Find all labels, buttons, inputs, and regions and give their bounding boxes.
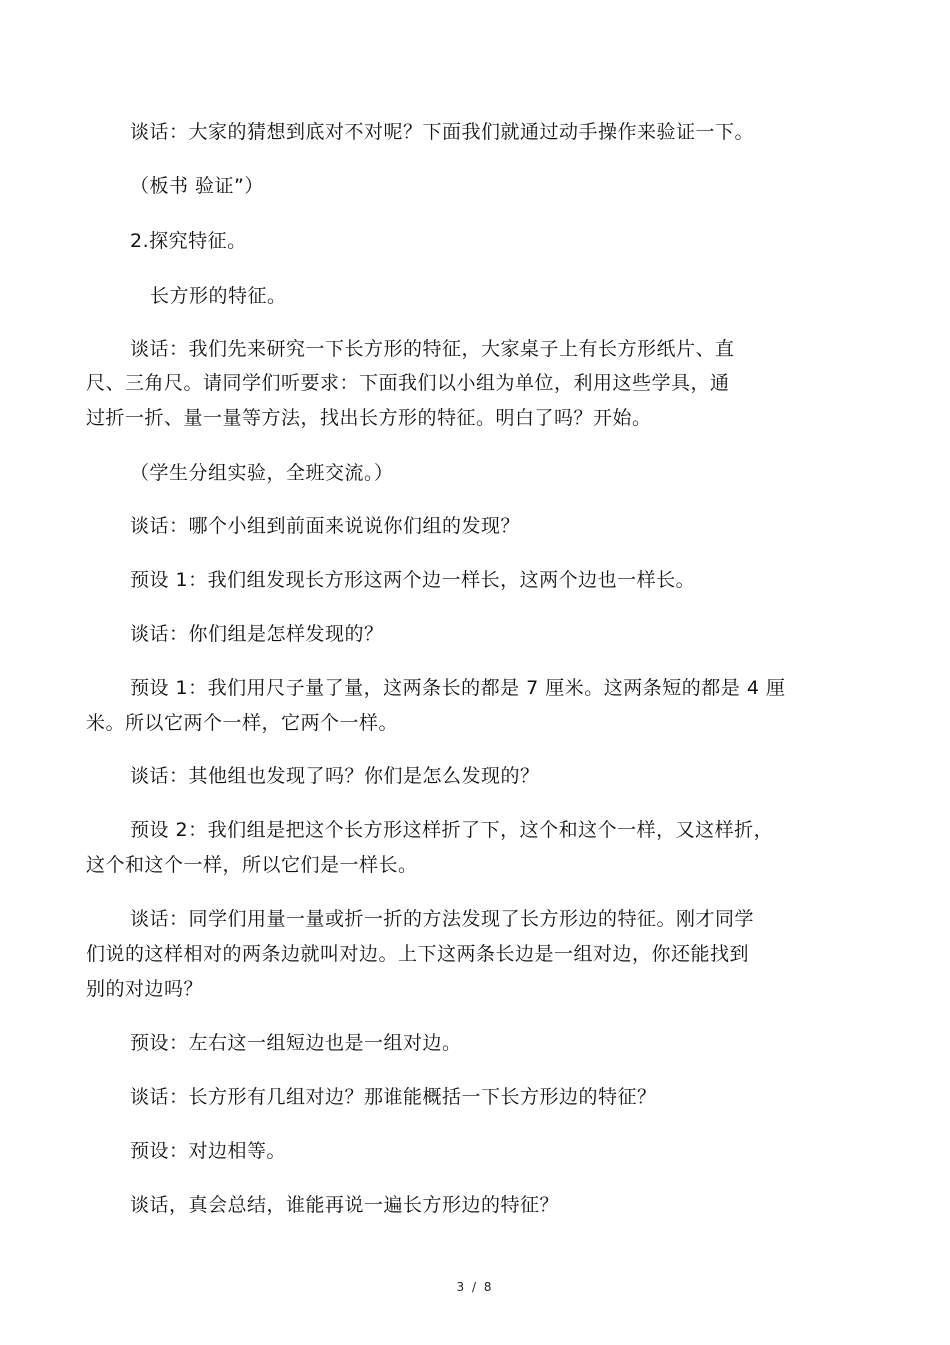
paragraph-line: 尺、三角尺。请同学们听要求：下面我们以小组为单位，利用这些学具，通	[86, 372, 730, 394]
section-heading: 2.探究特征。	[130, 230, 247, 252]
paragraph-line: 谈话：长方形有几组对边？那谁能概括一下长方形边的特征？	[130, 1086, 657, 1108]
paragraph-line: 过折一折、量一量等方法，找出长方形的特征。明白了吗？开始。	[86, 407, 652, 429]
paragraph-line: 谈话：大家的猜想到底对不对呢？下面我们就通过动手操作来验证一下。	[130, 121, 755, 143]
paragraph-line: 这个和这个一样，所以它们是一样长。	[86, 854, 418, 876]
paragraph-line: 谈话，真会总结，谁能再说一遍长方形边的特征？	[130, 1194, 560, 1216]
subsection-heading: 长方形的特征。	[150, 285, 287, 307]
page-number: 3 / 8	[456, 1280, 494, 1294]
paragraph-line: 谈话：你们组是怎样发现的？	[130, 623, 384, 645]
paragraph-line: 别的对边吗？	[86, 978, 204, 1000]
paragraph-line: 米。所以它两个一样，它两个一样。	[86, 712, 399, 734]
paragraph-line: 们说的这样相对的两条边就叫对边。上下这两条长边是一组对边，你还能找到	[86, 943, 750, 965]
paragraph-line: （板书 验证”）	[130, 175, 264, 197]
paragraph-line: 预设 1：我们组发现长方形这两个边一样长，这两个边也一样长。	[130, 569, 696, 591]
paragraph-line: （学生分组实验，全班交流。）	[130, 462, 394, 484]
paragraph-line: 谈话：我们先来研究一下长方形的特征，大家桌子上有长方形纸片、直	[130, 338, 735, 360]
paragraph-line: 谈话：其他组也发现了吗？你们是怎么发现的？	[130, 765, 540, 787]
paragraph-line: 预设：对边相等。	[130, 1140, 287, 1162]
paragraph-line: 谈话：哪个小组到前面来说说你们组的发现？	[130, 515, 521, 537]
paragraph-line: 谈话：同学们用量一量或折一折的方法发现了长方形边的特征。刚才同学	[130, 908, 755, 930]
paragraph-line: 预设 2：我们组是把这个长方形这样折了下，这个和这个一样，又这样折，	[130, 819, 774, 841]
paragraph-line: 预设 1：我们用尺子量了量，这两条长的都是 7 厘米。这两条短的都是 4 厘	[130, 677, 786, 699]
paragraph-line: 预设：左右这一组短边也是一组对边。	[130, 1032, 462, 1054]
